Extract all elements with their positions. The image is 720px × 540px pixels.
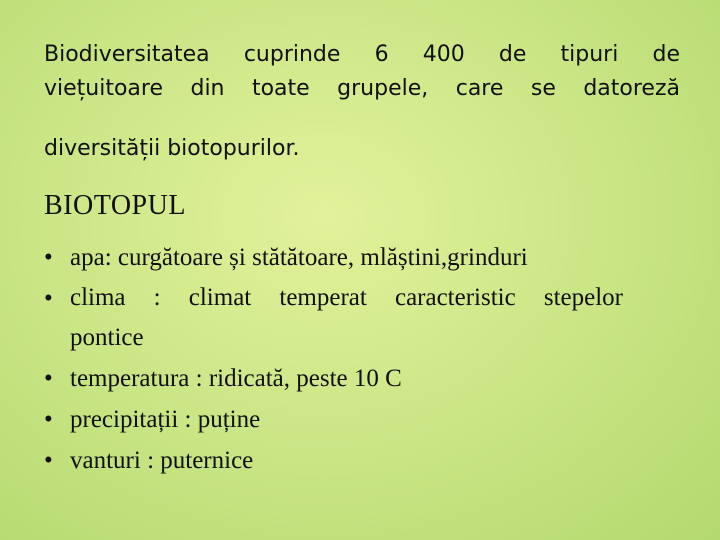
intro-line-1: Biodiversitatea cuprinde 6 400 de tipuri de bbox=[44, 42, 680, 67]
bullet-text-line-1: clima : climat temperat caracteristic stepelor bbox=[70, 284, 623, 311]
bullet-text: vanturi : puternice bbox=[70, 447, 254, 474]
intro-line-2: viețuitoare din toate grupele, care se datoreză bbox=[44, 76, 680, 101]
bullet-icon: • bbox=[44, 406, 53, 433]
list-item bbox=[44, 358, 644, 399]
bullet-list bbox=[44, 237, 644, 481]
intro-paragraph bbox=[44, 38, 680, 166]
bullet-text: temperatura : ridicată, peste 10 C bbox=[70, 365, 402, 392]
list-item bbox=[44, 237, 644, 278]
section-heading: BIOTOPUL bbox=[44, 190, 186, 221]
list-item bbox=[44, 440, 644, 481]
intro-line-3: diversității biotopurilor. bbox=[44, 136, 300, 161]
bullet-icon: • bbox=[44, 365, 53, 392]
list-item bbox=[44, 399, 644, 440]
list-item bbox=[44, 278, 623, 358]
bullet-text: apa: curgătoare și stătătoare, mlăștini,grinduri bbox=[70, 244, 528, 271]
bullet-icon: • bbox=[44, 447, 53, 474]
bullet-icon: • bbox=[44, 244, 53, 271]
bullet-text-line-2: pontice bbox=[70, 324, 144, 351]
bullet-text bbox=[70, 278, 623, 358]
bullet-icon: • bbox=[44, 285, 53, 312]
bullet-text: precipitații : puține bbox=[70, 406, 261, 433]
